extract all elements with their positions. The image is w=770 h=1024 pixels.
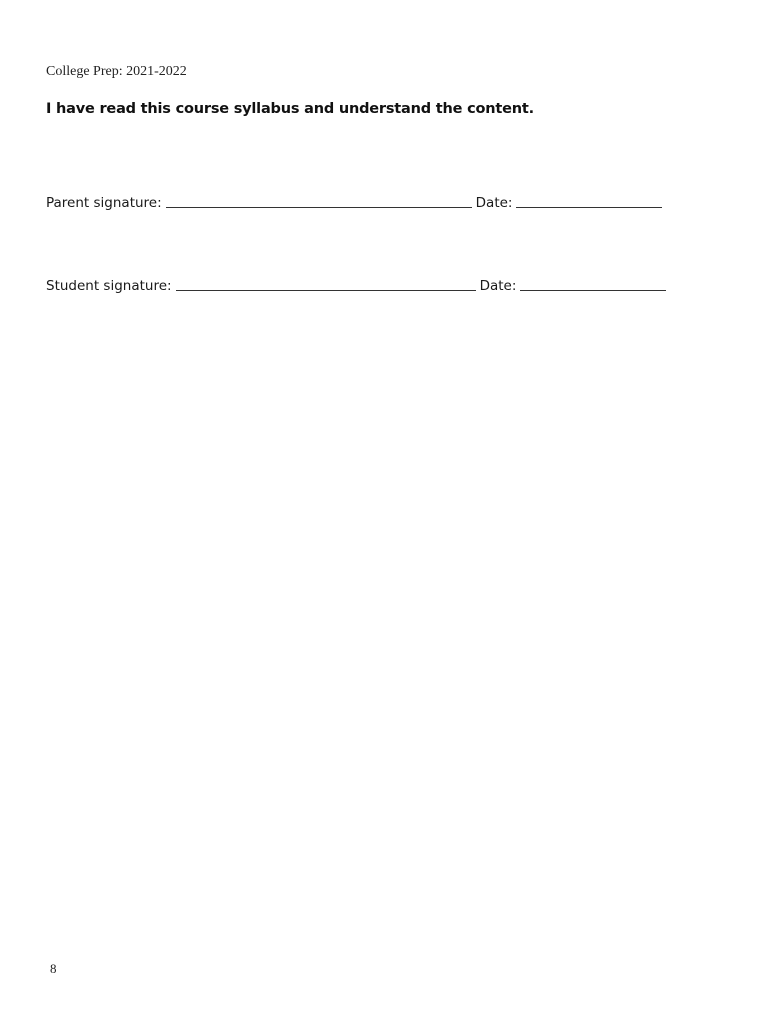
student-date-label: Date: xyxy=(479,278,517,294)
parent-date-label: Date: xyxy=(475,195,513,211)
parent-signature-row xyxy=(46,194,666,211)
student-signature-line[interactable] xyxy=(176,278,476,291)
parent-signature-label: Parent signature: xyxy=(46,195,162,211)
acknowledgement-statement: I have read this course syllabus and understand the content. xyxy=(46,101,534,117)
page-number: 8 xyxy=(50,961,57,976)
student-signature-label: Student signature: xyxy=(46,278,172,294)
parent-date-line[interactable] xyxy=(516,195,662,208)
document-header: College Prep: 2021-2022 xyxy=(46,64,187,79)
student-signature-row xyxy=(46,277,670,294)
student-date-line[interactable] xyxy=(520,278,666,291)
parent-signature-line[interactable] xyxy=(166,195,472,208)
